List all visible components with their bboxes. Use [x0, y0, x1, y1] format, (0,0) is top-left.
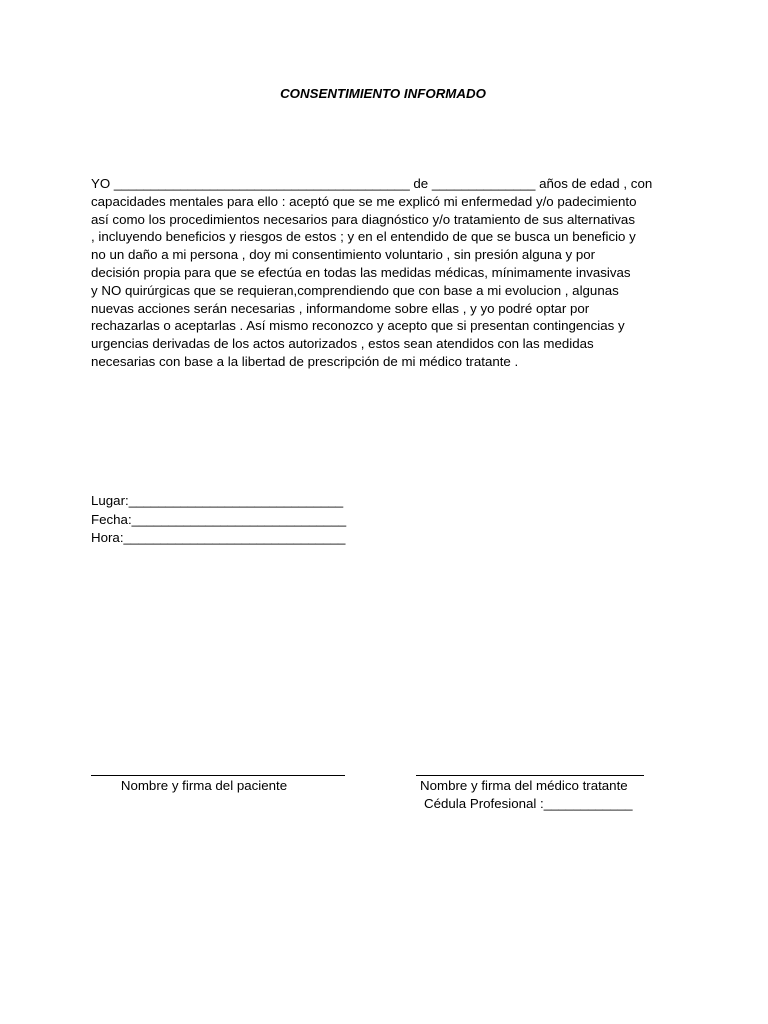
patient-signature-label: Nombre y firma del paciente — [120, 778, 288, 793]
hora-field: Hora:______________________________ — [91, 530, 346, 545]
patient-signature-line — [91, 775, 345, 776]
document-title: CONSENTIMIENTO INFORMADO — [280, 86, 486, 101]
body-line: rechazarlas o aceptarlas . Así mismo reconozco y acepto que si presentan contingencias y — [91, 318, 625, 334]
body-line: necesarias con base a la libertad de prescripción de mi médico tratante . — [91, 353, 519, 369]
consent-body — [91, 175, 691, 371]
place-date-time-fields — [91, 492, 346, 548]
cedula-profesional-field: Cédula Profesional :____________ — [424, 796, 633, 811]
fecha-field: Fecha:_____________________________ — [91, 511, 347, 527]
doctor-signature-line — [416, 775, 644, 776]
body-line: decisión propia para que se efectúa en todas las medidas médicas, mínimamente invasivas — [91, 264, 631, 280]
body-line: no un daño a mi persona , doy mi consentimiento voluntario , sin presión alguna y por — [91, 247, 596, 263]
patient-signature-block — [91, 764, 345, 795]
body-line: y NO quirúrgicas que se requieran,comprendiendo que con base a mi evolucion , algunas — [91, 282, 619, 298]
body-line: capacidades mentales para ello : aceptó que se me explicó mi enfermedad y/o padecimiento — [91, 193, 637, 209]
body-line: nuevas acciones serán necesarias , informandome sobre ellas , y yo podré optar por — [91, 300, 590, 316]
body-line: así como los procedimientos necesarios para diagnóstico y/o tratamiento de sus alternativas — [91, 211, 635, 227]
lugar-field: Lugar:_____________________________ — [91, 493, 344, 508]
doctor-signature-block — [416, 764, 644, 813]
body-line: YO ________________________________________ de ______________ años de edad , con — [91, 176, 653, 191]
body-line: , incluyendo beneficios y riesgos de estos ; y en el entendido de que se busca un beneficio y — [91, 229, 636, 245]
body-line: urgencias derivadas de los actos autorizados , estos sean atendidos con las medidas — [91, 336, 594, 352]
doctor-signature-label: Nombre y firma del médico tratante — [420, 778, 628, 793]
